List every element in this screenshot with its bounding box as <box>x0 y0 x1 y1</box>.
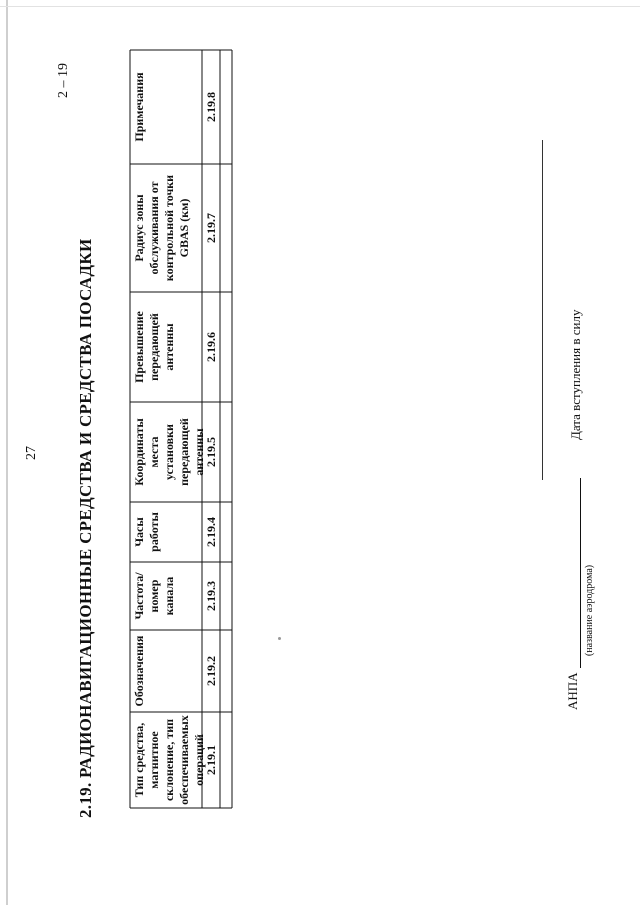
column-header-line: Часы <box>132 517 146 547</box>
column-code: 2.19.5 <box>204 437 218 467</box>
column-header-line: контрольной точки <box>162 174 176 282</box>
scan-edge-top <box>0 6 640 7</box>
table-grid <box>20 20 620 880</box>
page-number: 27 <box>24 446 39 460</box>
column-header-line: магнитное <box>147 731 161 789</box>
column-code: 2.19.4 <box>204 517 218 547</box>
column-header <box>132 632 147 710</box>
column-header <box>132 504 162 560</box>
column-header-line: Обозначения <box>132 635 146 707</box>
column-code: 2.19.8 <box>204 92 218 122</box>
column-header-line: Превышение <box>132 311 146 383</box>
column-code: 2.19.6 <box>204 332 218 362</box>
column-header-line: Тип средства, <box>132 722 146 798</box>
column-header <box>132 294 177 400</box>
effective-date-label: Дата вступления в силу <box>568 309 583 440</box>
column-header <box>132 52 147 162</box>
column-header-line: обеспечиваемых <box>177 715 191 805</box>
column-header-line: канала <box>162 576 176 616</box>
scan-edge-left <box>6 0 8 905</box>
column-header-line: Радиус зоны <box>132 194 146 262</box>
column-header-line: склонение, тип <box>162 718 176 802</box>
column-header-line: операций <box>192 734 206 786</box>
airport-name-line <box>580 478 581 668</box>
rotated-sheet <box>20 20 620 880</box>
column-code: 2.19.2 <box>204 656 218 686</box>
airport-caption: (название аэродрома) <box>584 564 595 656</box>
column-header-line: места <box>147 436 161 468</box>
column-code: 2.19.3 <box>204 581 218 611</box>
column-header-line: антенны <box>162 323 176 371</box>
section-title: 2.19. РАДИОНАВИГАЦИОННЫЕ СРЕДСТВА И СРЕДСТВА ПОСАДКИ <box>76 238 95 818</box>
column-header-line: Частота/ <box>132 572 146 620</box>
column-header <box>132 166 192 290</box>
column-code: 2.19.7 <box>204 213 218 243</box>
column-header-line: передающей <box>177 418 191 486</box>
column-header <box>132 564 177 628</box>
effective-date-line <box>542 140 543 480</box>
airport-label: АНПА <box>565 672 580 710</box>
section-code: 2 – 19 <box>56 63 71 98</box>
column-header-line: Координаты <box>132 418 146 486</box>
scan-speck <box>278 637 281 640</box>
column-header-line: обслуживания от <box>147 181 161 275</box>
column-header-line: передающей <box>147 313 161 381</box>
column-code: 2.19.1 <box>204 745 218 775</box>
column-header-line: GBAS (км) <box>177 198 191 258</box>
column-header-line: номер <box>147 579 161 613</box>
column-header <box>132 714 207 806</box>
column-header-line: Примечания <box>132 72 146 142</box>
column-header <box>132 404 207 500</box>
column-header-line: антенны <box>192 428 206 476</box>
column-header-line: установки <box>162 424 176 480</box>
column-header-line: работы <box>147 512 161 552</box>
